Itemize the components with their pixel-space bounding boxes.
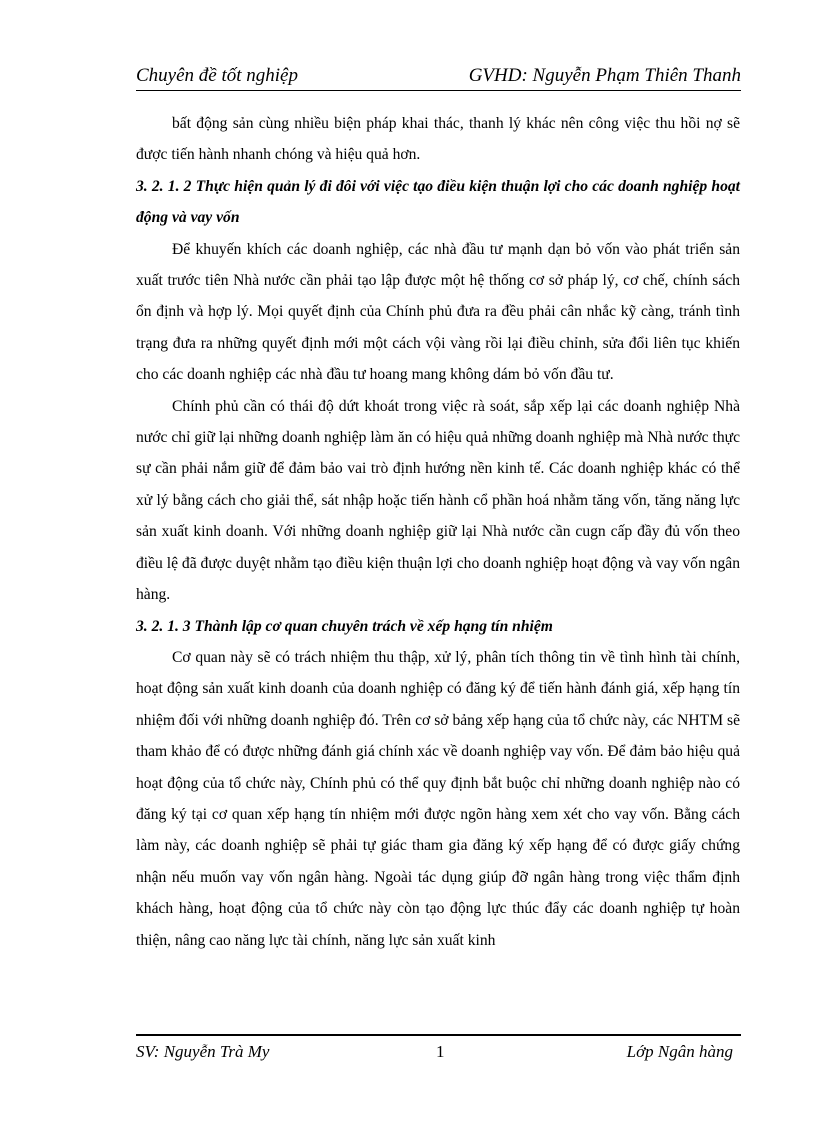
paragraph: bất động sản cùng nhiều biện pháp khai thác, thanh lý khác nên công việc thu hồi nợ sẽ được tiến hành nhanh chóng và hiệu quả hơn. <box>136 115 740 164</box>
header-document-title: Chuyên đề tốt nghiệp <box>136 65 298 86</box>
section-heading: 3. 2. 1. 2 Thực hiện quản lý đi đôi với việc tạo điều kiện thuận lợi cho các doanh nghiệp hoạt động và vay vốn <box>136 177 740 227</box>
document-body <box>136 108 740 956</box>
footer-student: SV: Nguyễn Trà My <box>136 1042 270 1061</box>
footer-divider <box>136 1034 741 1036</box>
footer-class: Lớp Ngân hàng <box>626 1042 733 1061</box>
page-number: 1 <box>436 1042 445 1061</box>
paragraph: Chính phủ cần có thái độ dứt khoát trong việc rà soát, sắp xếp lại các doanh nghiệp Nhà nước chỉ giữ lại những doanh nghiệp làm ăn có hiệu quả những doanh nghiệp mà Nhà nước thực sự cần phải nắm giữ để đảm bảo vai trò định hướng nền kinh tế. Các doanh nghiệp khác có thể xử lý bằng cách cho giải thể, sát nhập hoặc tiến hành cổ phần hoá nhằm tăng vốn, tăng năng lực sản xuất kinh doanh. Với những doanh nghiệp giữ lại Nhà nước cần cugn cấp đầy đủ vốn theo điều lệ đã được duyệt nhằm tạo điều kiện thuận lợi cho doanh nghiệp hoạt động và vay vốn ngân hàng. <box>136 397 740 604</box>
paragraph: Để khuyến khích các doanh nghiệp, các nhà đầu tư mạnh dạn bỏ vốn vào phát triển sản xuất trước tiên Nhà nước cần phải tạo lập được một hệ thống cơ sở pháp lý, cơ chế, chính sách ổn định và hợp lý. Mọi quyết định của Chính phủ đưa ra đều phải cân nhắc kỹ càng, tránh tình trạng đưa ra những quyết định mới một cách vội vàng rồi lại điều chỉnh, sửa đổi liên tục khiến cho các doanh nghiệp các nhà đầu tư hoang mang không dám bỏ vốn đầu tư. <box>136 240 740 384</box>
page-header <box>136 64 741 91</box>
section-heading: 3. 2. 1. 3 Thành lập cơ quan chuyên trách về xếp hạng tín nhiệm <box>136 617 553 635</box>
paragraph: Cơ quan này sẽ có trách nhiệm thu thập, xử lý, phân tích thông tin về tình hình tài chính, hoạt động sản xuất kinh doanh của doanh nghiệp có đăng ký để tiến hành đánh giá, xếp hạng tín nhiệm đối với những doanh nghiệp đó. Trên cơ sở bảng xếp hạng của tổ chức này, các NHTM sẽ tham khảo để có được những đánh giá chính xác về doanh nghiệp vay vốn. Để đảm bảo hiệu quả hoạt động của tổ chức này, Chính phủ có thể quy định bắt buộc chỉ những doanh nghiệp nào có đăng ký tại cơ quan xếp hạng tín nhiệm mới được ngõn hàng xem xét cho vay vốn. Bằng cách làm này, các doanh nghiệp sẽ phải tự giác tham gia đăng ký xếp hạng để có được giấy chứng nhận nếu muốn vay vốn ngân hàng. Ngoài tác dụng giúp đỡ ngân hàng trong việc thẩm định khách hàng, hoạt động của tổ chức này còn tạo động lực thúc đẩy các doanh nghiệp tự hoàn thiện, nâng cao năng lực tài chính, năng lực sản xuất kinh <box>136 648 740 949</box>
page-footer <box>136 1040 741 1064</box>
header-advisor: GVHD: Nguyễn Phạm Thiên Thanh <box>468 65 741 86</box>
